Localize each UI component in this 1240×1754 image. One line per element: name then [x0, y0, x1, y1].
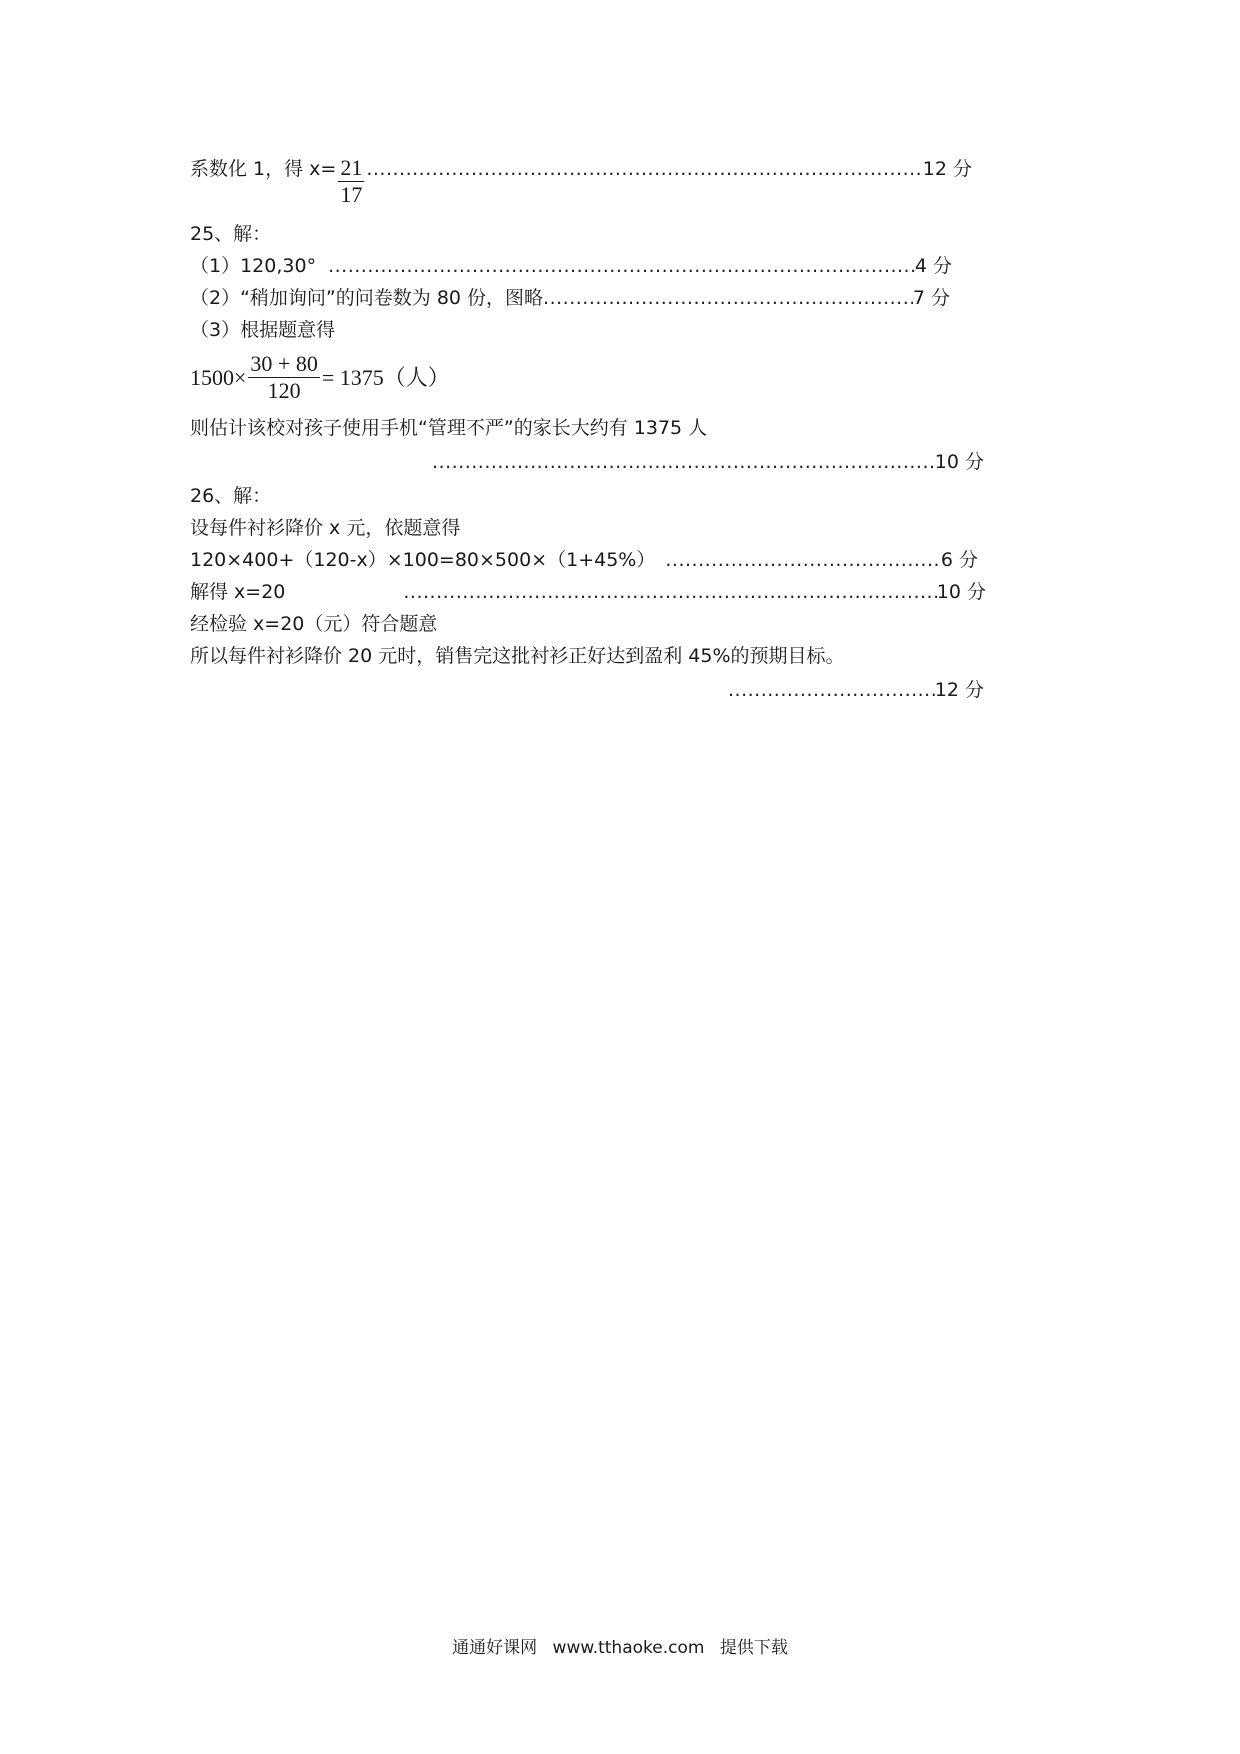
q26-header: 26、解： [190, 485, 272, 507]
q24-score: 12 分 [922, 158, 972, 180]
q25-formula-denominator: 120 [267, 378, 301, 403]
q25-part1-score: 4 分 [914, 255, 952, 277]
q24-fraction [338, 156, 364, 207]
q25-part2-text: （2）“稍加询问”的问卷数为 80 份，图略 [190, 287, 544, 309]
q24-final-line [190, 156, 972, 207]
q26-dot-leader [728, 678, 935, 702]
q26-setup: 设每件衬衫降价 x 元，依题意得 [190, 517, 461, 539]
q24-prefix: 系数化 1，得 x= [190, 158, 337, 180]
q25-part1 [190, 254, 952, 278]
q25-formula-right: = 1375（人） [321, 364, 450, 390]
q26-answer: 所以每件衬衫降价 20 元时，销售完这批衬衫正好达到盈利 45%的预期目标。 [190, 645, 845, 667]
q25-part1-dot-leader [328, 254, 915, 278]
footer-suffix: 提供下载 [719, 1638, 788, 1658]
q26-equation-line [190, 548, 978, 572]
q26-check: 经检验 x=20（元）符合题意 [190, 613, 438, 635]
q25-part2 [190, 286, 950, 310]
q26-solve-score: 10 分 [936, 581, 986, 603]
q26-solve-text: 解得 x=20 [190, 581, 286, 603]
q25-part2-dot-leader [543, 286, 913, 310]
q26-score-line [728, 678, 984, 702]
q26-solve-line [190, 580, 986, 604]
q25-score-line [432, 450, 984, 474]
q26-equation-dot-leader [665, 548, 940, 572]
q25-part3-title: （3）根据题意得 [190, 319, 336, 341]
q24-dot-leader [366, 157, 922, 181]
q26-score: 12 分 [934, 679, 984, 701]
q25-formula [190, 352, 450, 403]
q25-formula-left: 1500× [190, 364, 247, 390]
q25-part2-score: 7 分 [912, 287, 950, 309]
q24-fraction-numerator: 21 [340, 155, 363, 180]
q24-fraction-denominator: 17 [340, 182, 363, 207]
q25-score: 10 分 [934, 451, 984, 473]
q26-equation-text: 120×400+（120-x）×100=80×500×（1+45%） [190, 549, 656, 571]
footer-url[interactable]: www.tthaoke.com [552, 1638, 705, 1658]
q25-header: 25、解： [190, 223, 272, 245]
q25-dot-leader [432, 450, 935, 474]
q26-equation-score: 6 分 [940, 549, 978, 571]
q25-part1-text: （1）120,30° [190, 255, 317, 277]
q25-formula-numerator: 30 + 80 [250, 351, 318, 376]
q25-formula-fraction [248, 352, 319, 403]
q25-conclusion: 则估计该校对孩子使用手机“管理不严”的家长大约有 1375 人 [190, 417, 708, 439]
footer-site-name: 通通好课网 [452, 1638, 538, 1658]
q26-solve-dot-leader [403, 580, 936, 604]
page-footer [0, 1637, 1240, 1659]
